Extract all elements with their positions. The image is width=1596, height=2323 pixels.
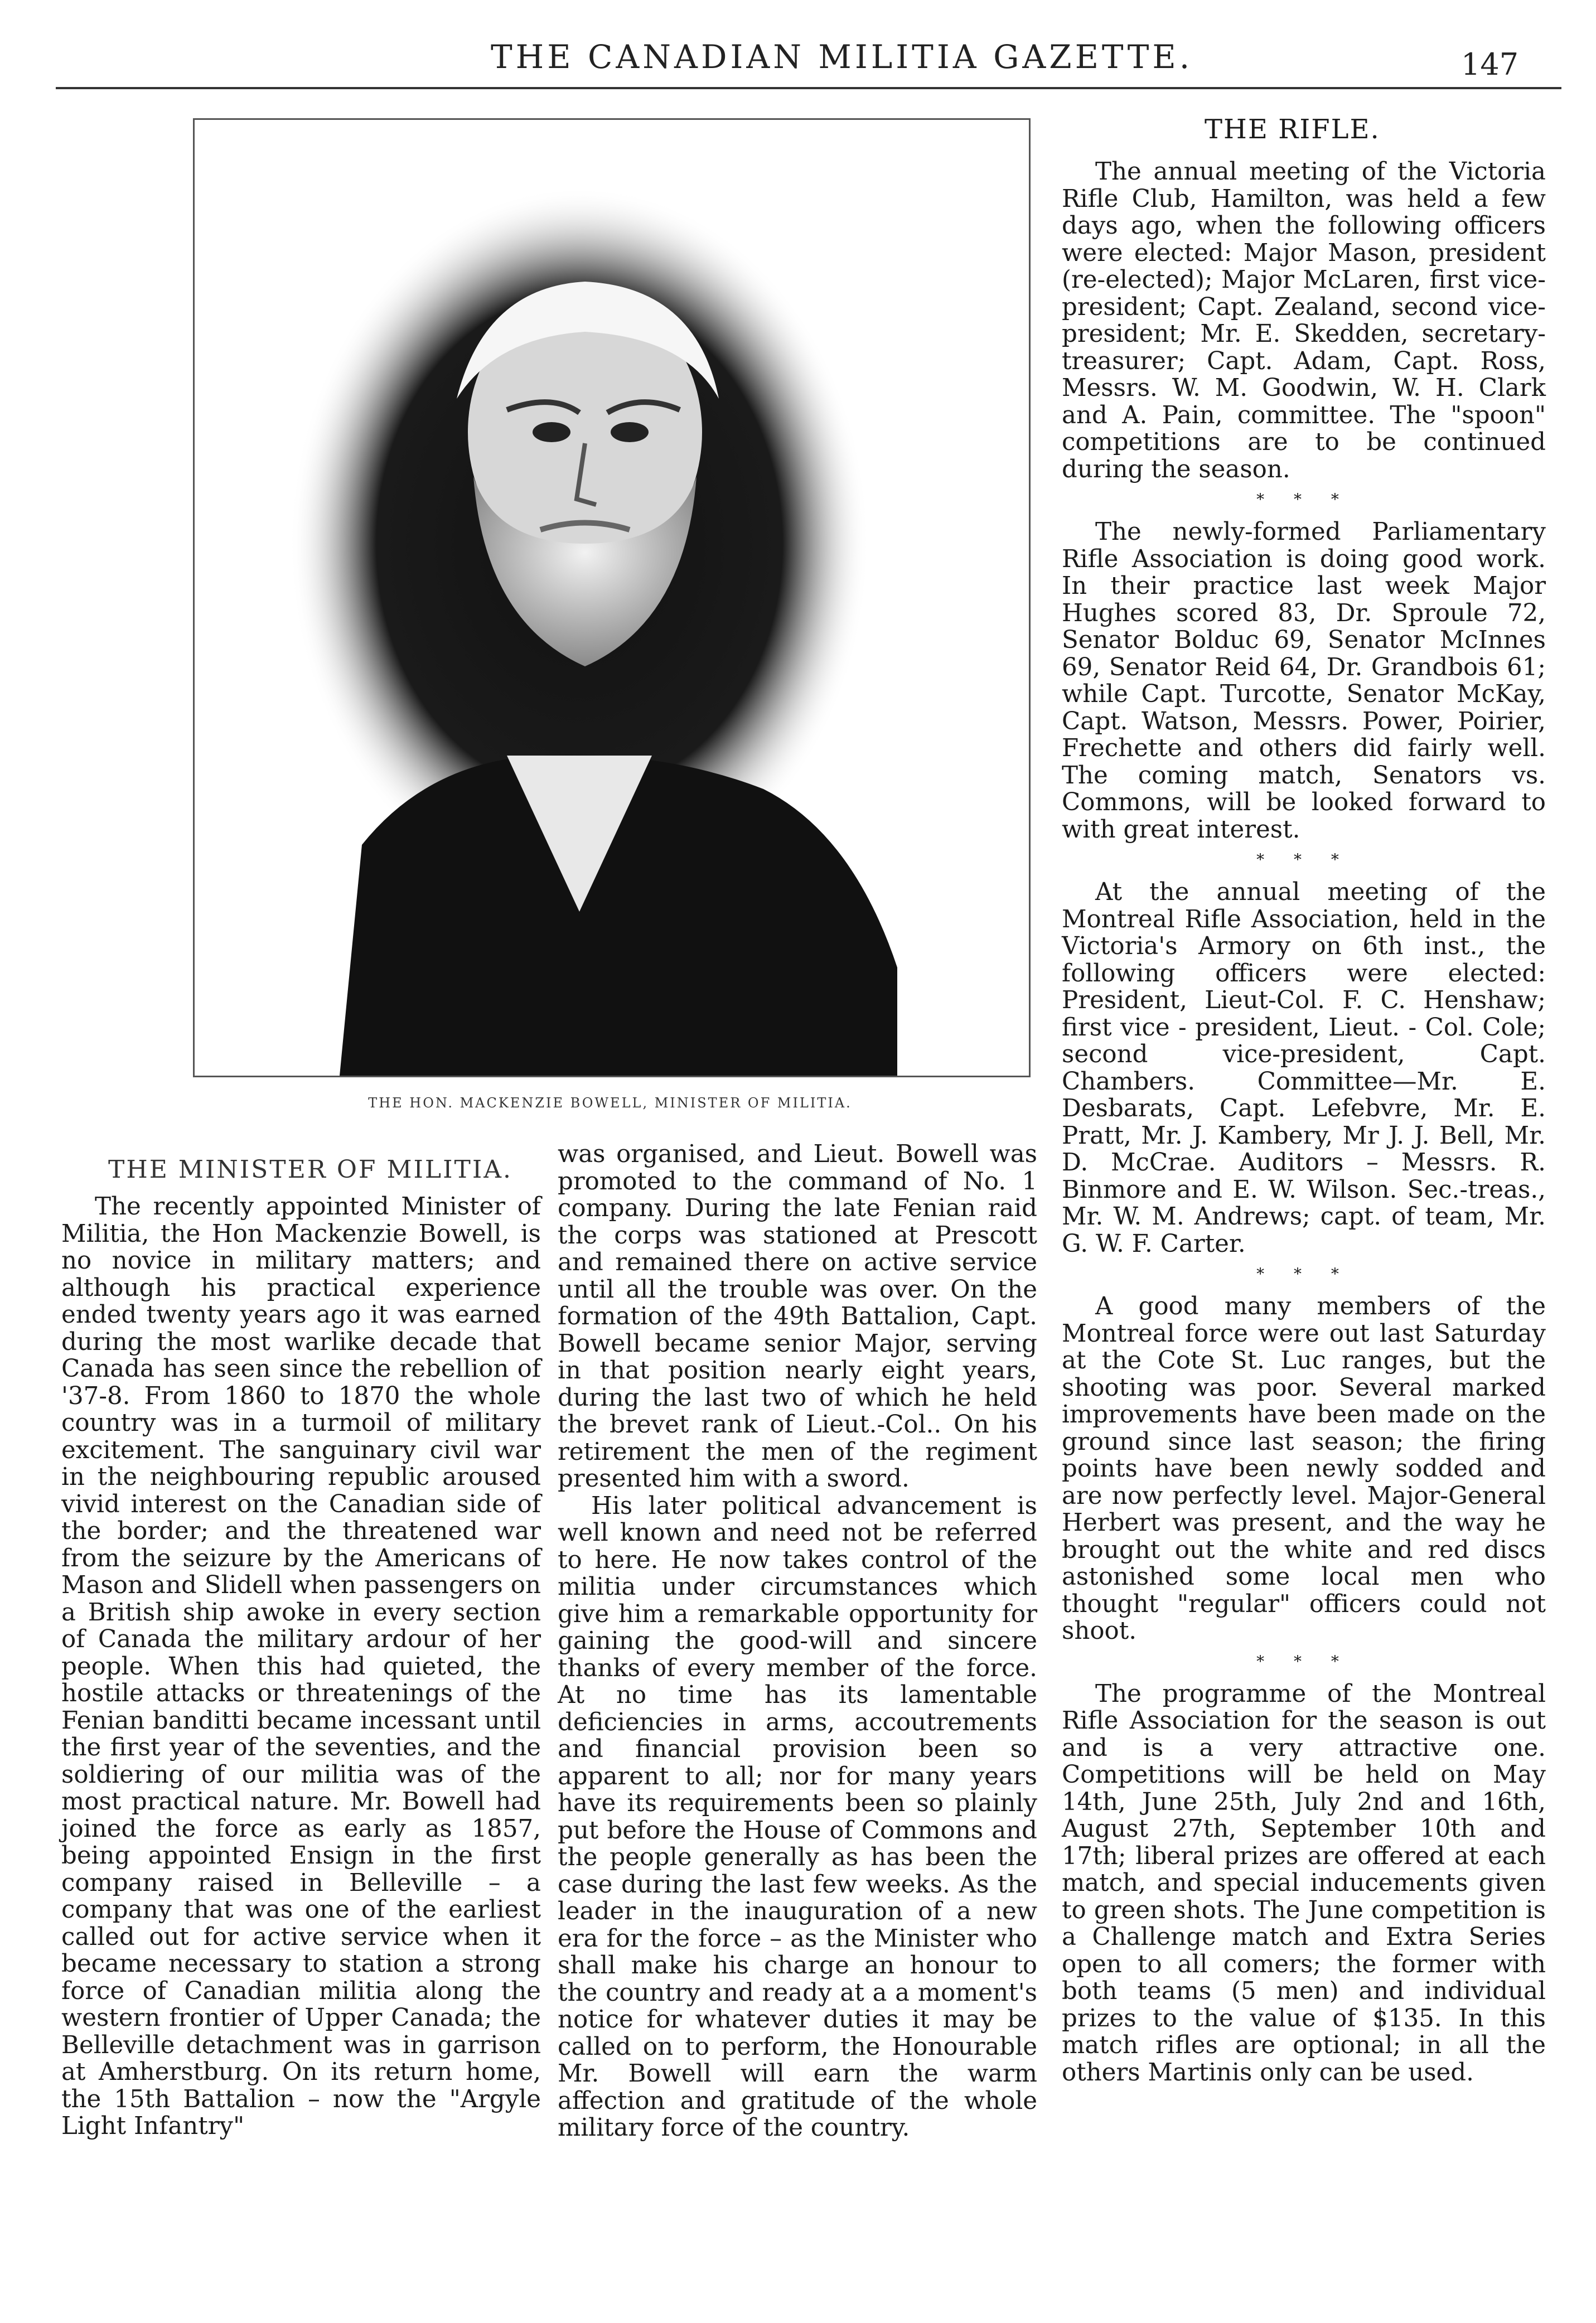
rifle-paragraph-5: The programme of the Montreal Rifle Association for the season is out and is a very attractive one. Competitions will be held on May 14th, June 25th, July 2nd and 16th, August 27th, September 10th and 17th; liberal prizes are offered at each match, and special inducements given to green shots. The June competition is a Challenge match and Extra Series open to all comers; the former with both teams (5 men) and individual prizes to the value of $135. In this match rifles are optional; in all the others Martinis only can be used. — [1062, 1680, 1546, 2087]
rifle-paragraph-2: The newly-formed Parliamentary Rifle Association is doing good work. In their practice last week Major Hughes scored 83, Dr. Sproule 72, Senator Bolduc 69, Senator McInnes 69, Senator Reid 64, Dr. Grandbois 61; while Capt. Turcotte, Senator McKay, Capt. Watson, Messrs. Power, Poirier, Frechette and others did fairly well. The coming match, Senators vs. Commons, will be looked forward to with great interest. — [1062, 518, 1546, 844]
masthead-title: THE CANADIAN MILITIA GAZETTE. — [491, 38, 1193, 76]
section-separator: * * * — [1256, 850, 1351, 869]
rifle-article-title: THE RIFLE. — [1205, 114, 1380, 145]
section-separator: * * * — [1256, 1265, 1351, 1283]
minister-paragraph-1: The recently appointed Minister of Militia, the Hon Mackenzie Bowell, is no novice in military matters; and although his practical experience ended twenty years ago it was earned during the most warlike decade that Canada has seen since the rebellion of '37-8. From 1860 to 1870 the whole country was in a turmoil of military excitement. The sanguinary civil war in the neighbouring republic aroused vivid interest on the Canadian side of the border; and the threatened war from the seizure by the Americans of Mason and Slidell when passengers on a British ship awoke in every section of Canada the military ardour of her people. When this had quieted, the hostile attacks or threatenings of the Fenian banditti became incessant until the first year of the seventies, and the soldiering of our militia was of the most practical nature. Mr. Bowell had joined the force as early as 1857, being appointed Ensign in the first company raised in Belleville – a company that was one of the earliest called out for active service when it became necessary to station a strong force of Canadian militia along the western frontier of Upper Canada; the Belleville detachment was in garrison at Amherstburg. On its return home, the 15th Battalion – now the "Argyle Light Infantry" — [61, 1193, 541, 2140]
portrait-caption: THE HON. MACKENZIE BOWELL, MINISTER OF MILITIA. — [368, 1095, 852, 1111]
rifle-paragraph-4: A good many members of the Montreal force were out last Saturday at the Cote St. Luc ranges, but the shooting was poor. Several marked improvements have been made on the ground since last season; the firing points have been newly sodded and are now perfectly level. Major-General Herbert was present, and the way he brought out the white and red discs astonished some local men who thought "regular" officers could not shoot. — [1062, 1293, 1546, 1645]
portrait-engraving — [195, 120, 1029, 1076]
minister-paragraph-2: was organised, and Lieut. Bowell was promoted to the command of No. 1 company. During the late Fenian raid the corps was stationed at Prescott and remained there on active service until all the trouble was over. On the formation of the 49th Battalion, Capt. Bowell became senior Major, serving in that position nearly eight years, during the last two of which he held the brevet rank of Lieut.-Col.. On his retirement the men of the regiment presented him with a sword. — [558, 1140, 1037, 1493]
rifle-paragraph-1: The annual meeting of the Victoria Rifle Club, Hamilton, was held a few days ago, when the following officers were elected: Major Mason, president (re-elected); Major McLaren, first vice-president; Capt. Zealand, second vice-president; Mr. E. Skedden, secretary-treasurer; Capt. Adam, Capt. Ross, Messrs. W. M. Goodwin, W. H. Clark and A. Pain, committee. The "spoon" competitions are to be continued during the season. — [1062, 158, 1546, 483]
rifle-article-column — [1062, 158, 1546, 2086]
page-number: 147 — [1461, 47, 1519, 82]
portrait-image — [193, 118, 1031, 1077]
minister-article-column-1 — [61, 1193, 541, 2140]
rifle-paragraph-3: At the annual meeting of the Montreal Rifle Association, held in the Victoria's Armory on 6th inst., the following officers were elected: President, Lieut-Col. F. C. Henshaw; first vice - president, Lieut. - Col. Cole; second vice-president, Capt. Chambers. Committee—Mr. E. Desbarats, Capt. Lefebvre, Mr. E. Pratt, Mr. J. Kambery, Mr J. J. Bell, Mr. D. McCrae. Auditors – Messrs. R. Binmore and E. W. Wilson. Sec.-treas., Mr. W. M. Andrews; capt. of team, Mr. G. W. F. Carter. — [1062, 878, 1546, 1258]
section-separator: * * * — [1256, 1652, 1351, 1671]
minister-article-title: THE MINISTER OF MILITIA. — [108, 1155, 512, 1184]
minister-article-column-2 — [558, 1141, 1037, 2142]
minister-paragraph-3: His later political advancement is well known and need not be referred to here. He now takes control of the militia under circumstances which give him a remarkable opportunity for gaining the good-will and sincere thanks of every member of the force. At no time has its lamentable deficiencies in arms, accoutrements and financial provision been so apparent to all; nor for many years have its requirements been so plainly put before the House of Commons and the people generally as has been the case during the last few weeks. As the leader in the inauguration of a new era for the force – as the Minister who shall make his charge an honour to the country and ready at a a moment's notice for whatever duties it may be called on to perform, the Honourable Mr. Bowell will earn the warm affection and gratitude of the whole military force of the country. — [558, 1492, 1037, 2142]
section-separator: * * * — [1256, 490, 1351, 509]
header-rule — [56, 87, 1561, 89]
